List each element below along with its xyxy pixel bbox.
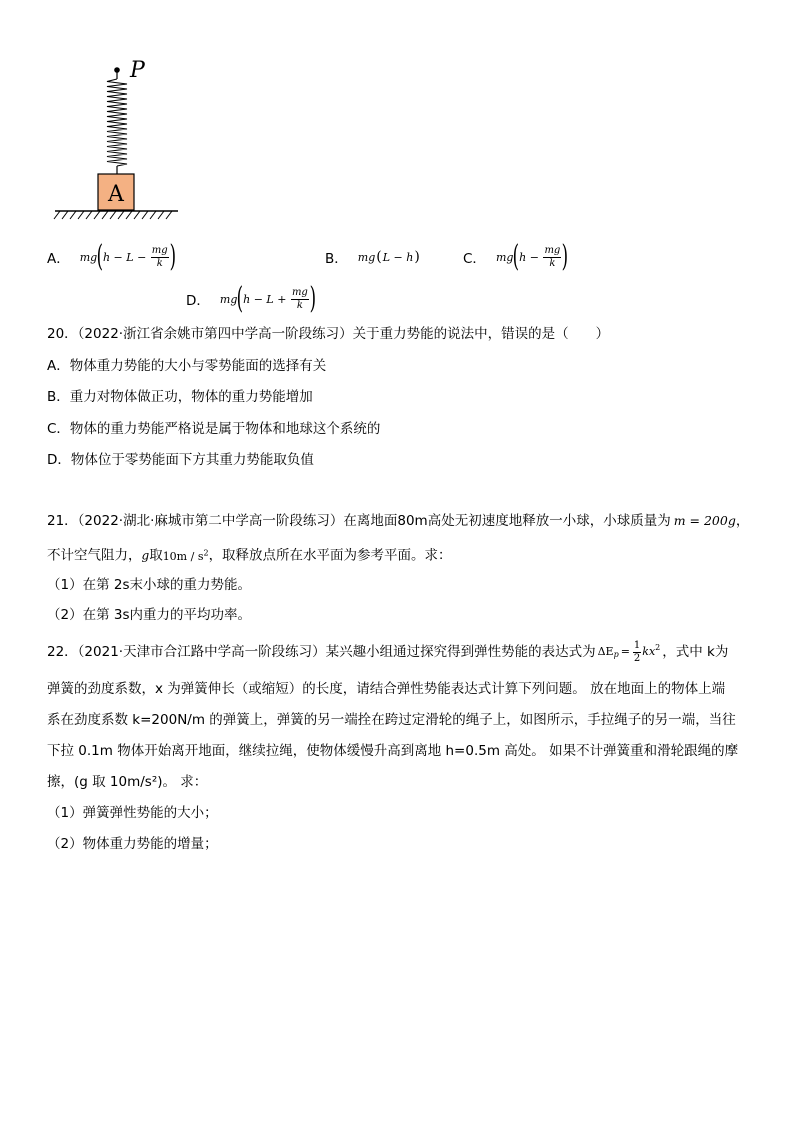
q20-option-d: D．物体位于零势能面下方其重力势能取负值: [47, 452, 314, 468]
spring-block-figure: [50, 55, 190, 230]
option-a-formula: mg ( h − L − $\frac{mg}{k}$ ): [79, 239, 176, 274]
q22-stem-line4: 下拉 0.1m 物体开始离开地面，继续拉绳，使物体缓慢升高到离地 h=0.5m 高处。 如果不计弹簧重和滑轮跟绳的摩: [47, 743, 739, 759]
q20-option-b: B．重力对物体做正功，物体的重力势能增加: [47, 389, 313, 405]
q21-stem-line2: 不计空气阻力，g取$10m / s^2$，取释放点所在水平面为参考平面。求：: [47, 547, 452, 564]
ground-hatching: [54, 211, 172, 219]
option-b: [325, 240, 420, 274]
option-d: [186, 282, 316, 316]
option-a: [47, 240, 175, 274]
q20-option-a: A．物体重力势能的大小与零势能面的选择有关: [47, 358, 327, 374]
spring-coil: [107, 79, 127, 166]
option-c: [463, 240, 568, 274]
option-b-label: B．: [325, 251, 348, 267]
point-p-label: P: [130, 58, 145, 83]
q21-g-value: $10m / s^2$: [162, 548, 209, 563]
q20-stem: 20．（2022·浙江省余姚市第四中学高一阶段练习）关于重力势能的说法中，错误的是（ ）: [47, 326, 610, 342]
q21-sub2: （2）在第 3s内重力的平均功率。: [47, 607, 252, 623]
option-c-label: C．: [463, 251, 486, 267]
q21-sub1: （1）在第 2s末小球的重力势能。: [47, 577, 252, 593]
option-c-formula: mg ( h − $\frac{mg}{k}$ ): [495, 239, 569, 274]
option-b-formula: mg ( L − h ): [357, 249, 420, 265]
q22-stem-line2: 弹簧的劲度系数，x 为弹簧伸长（或缩短）的长度，请结合弹性势能表达式计算下列问题。 放在地面上的物体上端: [47, 681, 726, 697]
q22-sub1: （1）弹簧弹性势能的大小；: [47, 805, 218, 821]
option-d-label: D．: [186, 293, 210, 309]
option-a-label: A．: [47, 251, 70, 267]
q22-stem-line1: 22．（2021·天津市合江路中学高一阶段练习）某兴趣小组通过探究得到弹性势能的表达式为 ΔE $_p$ = $\frac{1}{2}$ kx $^2$ ，式中 k为: [47, 639, 729, 664]
q22-formula: ΔE $_p$ = $\frac{1}{2}$ kx $^2$: [597, 639, 661, 664]
q22-stem-line5: 擦，(g 取 10m/s²)。 求：: [47, 774, 208, 790]
option-d-formula: mg ( h − L + $\frac{mg}{k}$ ): [219, 281, 316, 316]
q22-sub2: （2）物体重力势能的增量；: [47, 836, 218, 852]
q21-mass: m = 200g: [673, 513, 736, 528]
q22-stem-line3: 系在劲度系数 k=200N/m 的弹簧上，弹簧的另一端拴在跨过定滑轮的绳子上，如图所示，手拉绳子的另一端，当往: [47, 712, 736, 728]
q20-option-c: C．物体的重力势能严格说是属于物体和地球这个系统的: [47, 421, 381, 437]
block-a-label: A: [108, 182, 124, 207]
q21-stem-line1: 21．（2022·湖北·麻城市第二中学高一阶段练习）在离地面80m高处无初速度地释放一小球，小球质量为 m = 200g，: [47, 513, 750, 529]
